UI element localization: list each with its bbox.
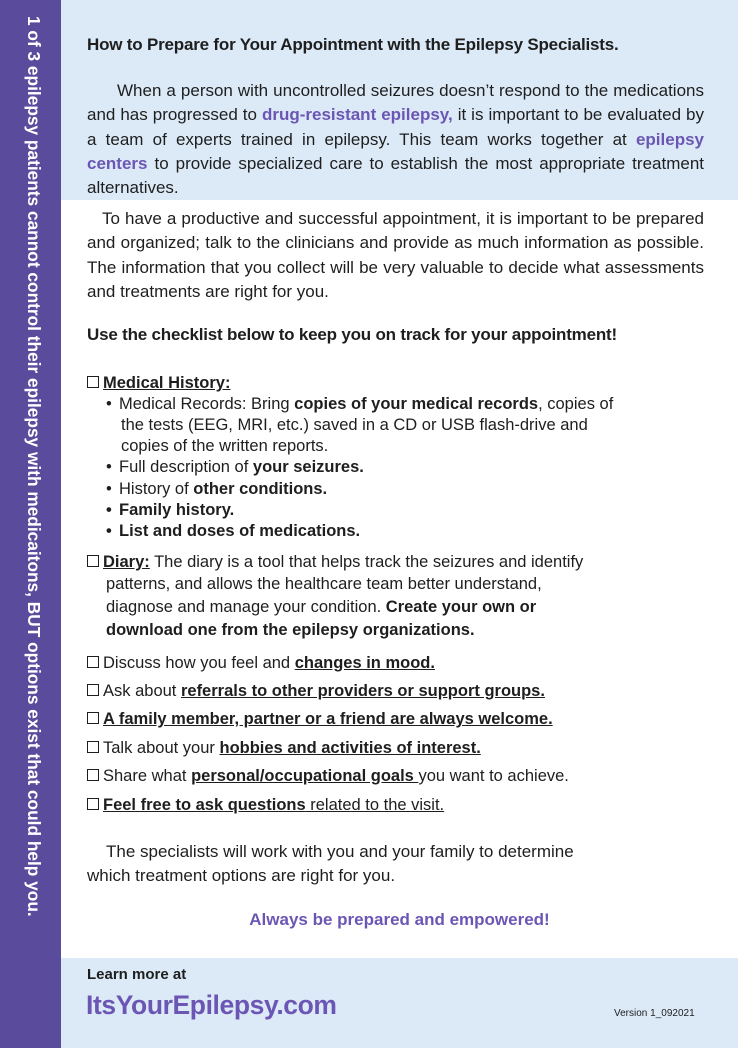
bullet-icon: •	[106, 522, 112, 540]
checkbox-icon[interactable]	[87, 769, 99, 781]
checkbox-icon[interactable]	[87, 656, 99, 668]
intro-text-2: it is important to be evaluated by a team of experts trained in epilepsy. This team works together at	[87, 105, 704, 149]
list-item-continuation: the tests (EEG, MRI, etc.) saved in a CD or USB flash-drive and	[121, 416, 588, 434]
list-item: • Full description of your seizures.	[106, 457, 364, 479]
drug-resistant-epilepsy-link[interactable]: drug-resistant epilepsy,	[261, 105, 453, 125]
checklist-item-questions: Feel free to ask questions related to the visit.	[87, 794, 444, 816]
closing-line-2: which treatment options are right for you.	[87, 866, 396, 885]
checklist-item-medical-history	[87, 372, 230, 394]
checkbox-icon[interactable]	[87, 741, 99, 753]
list-item: • History of other conditions.	[106, 479, 327, 501]
prep-paragraph: To have a productive and successful appointment, it is important to be prepared and organized; talk to the clinicians and provide as much information as possible. The information that you collect will be very valuable to decide what assessments and treatments are right for you.	[87, 209, 704, 301]
list-item-continuation: copies of the written reports.	[121, 437, 329, 455]
closing-line-1: The specialists will work with you and your family to determine	[106, 842, 574, 861]
page-title: How to Prepare for Your Appointment with the Epilepsy Specialists.	[87, 35, 619, 54]
checkbox-icon[interactable]	[87, 798, 99, 810]
bullet-icon: •	[106, 501, 112, 519]
medical-history-label: Medical History:	[103, 374, 231, 392]
checkbox-icon[interactable]	[87, 712, 99, 724]
checklist-heading: Use the checklist below to keep you on track for your appointment!	[87, 325, 617, 344]
checklist-item-diary: Diary: The diary is a tool that helps track the seizures and identify	[87, 551, 583, 573]
checklist-item-family-welcome: A family member, partner or a friend are always welcome.	[87, 708, 553, 730]
intro-text-3: to provide specialized care to establish the most appropriate treatment alternatives.	[87, 153, 704, 198]
bullet-icon: •	[106, 480, 112, 498]
version-label: Version 1_092021	[614, 1008, 695, 1019]
intro-paragraph	[87, 79, 704, 200]
list-item: • Medical Records: Bring copies of your medical records, copies of	[106, 394, 613, 416]
checkbox-icon[interactable]	[87, 555, 99, 567]
checkbox-icon[interactable]	[87, 684, 99, 696]
diary-continuation: patterns, and allows the healthcare team better understand,	[106, 575, 542, 593]
diary-continuation: download one from the epilepsy organizations.	[106, 621, 475, 639]
checkbox-icon[interactable]	[87, 376, 99, 388]
list-item: • Family history.	[106, 500, 234, 522]
checklist-item-hobbies: Talk about your hobbies and activities of interest.	[87, 737, 481, 759]
intro-text-1: When a person with uncontrolled seizures doesn’t respond to the medications and has progressed to	[87, 81, 704, 125]
epilepsy-centers-link[interactable]: epilepsy centers	[87, 129, 704, 173]
diary-continuation: diagnose and manage your condition. Create your own or	[106, 598, 537, 616]
checklist-item-goals: Share what personal/occupational goals you want to achieve.	[87, 765, 569, 787]
learn-more-label: Learn more at	[87, 966, 187, 983]
diary-label: Diary:	[103, 553, 150, 571]
checklist-item-referrals: Ask about referrals to other providers or support groups.	[87, 680, 545, 702]
bullet-icon: •	[106, 395, 112, 413]
sidebar-banner	[0, 0, 61, 1048]
checklist-item-mood: Discuss how you feel and changes in mood.	[87, 652, 435, 674]
website-link[interactable]: ItsYourEpilepsy.com	[86, 990, 337, 1020]
closing-paragraph	[87, 840, 704, 888]
list-item: • List and doses of medications.	[106, 521, 360, 543]
sidebar-text: 1 of 3 epilepsy patients cannot control their epilepsy with medicaitons, BUT options exist that could help you.	[24, 16, 44, 917]
tagline: Always be prepared and empowered!	[249, 910, 550, 929]
bullet-icon: •	[106, 458, 112, 476]
